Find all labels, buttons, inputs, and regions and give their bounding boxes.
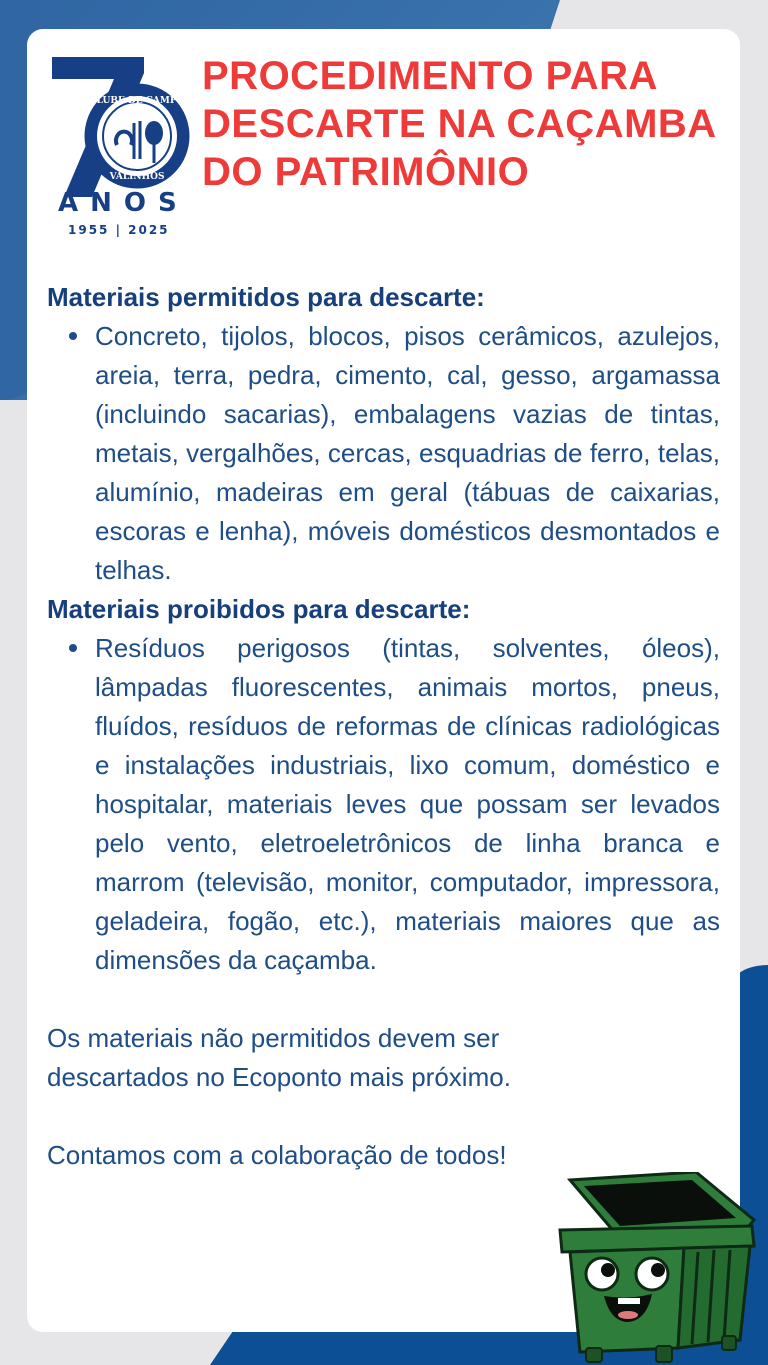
svg-text:CLUBE DE CAMPO: CLUBE DE CAMPO	[89, 96, 185, 106]
allowed-materials-list	[47, 317, 720, 590]
logo-anos-label: ANOS	[58, 188, 189, 218]
allowed-materials-text: Concreto, tijolos, blocos, pisos cerâmicos, azulejos, areia, terra, pedra, cimento, cal, gesso, argamassa (incluindo sacarias), embalagens vazias de tintas, metais, vergalhões, cercas, esquadrias de ferro, telas, alumínio, madeiras em geral (tábuas de caixarias, escoras e lenha), móveis domésticos desmontados e telhas.	[95, 321, 720, 585]
bullet-icon	[69, 332, 77, 340]
list-item	[95, 629, 720, 980]
list-item	[95, 317, 720, 590]
prohibited-materials-list	[47, 629, 720, 980]
page-title	[202, 52, 747, 196]
svg-text:VALINHOS: VALINHOS	[109, 172, 165, 182]
prohibited-materials-heading: Materiais proibidos para descarte:	[47, 594, 471, 624]
title-line-3: DO PATRIMÔNIO	[202, 150, 530, 194]
bullet-icon	[69, 644, 77, 652]
ecoponto-note: Os materiais não permitidos devem ser descartados no Ecoponto mais próximo.	[47, 1023, 511, 1092]
title-line-1: PROCEDIMENTO PARA	[202, 54, 658, 98]
logo-years-label: 1955 | 2025	[68, 223, 170, 237]
club-seal-icon	[84, 83, 190, 189]
title-line-2: DESCARTE NA CAÇAMBA	[202, 102, 717, 146]
closing-note: Contamos com a colaboração de todos!	[47, 1140, 507, 1170]
club-70-years-logo	[50, 55, 190, 240]
smiling-dumpster-icon	[556, 1172, 761, 1365]
main-content	[47, 278, 720, 1175]
prohibited-materials-text: Resíduos perigosos (tintas, solventes, óleos), lâmpadas fluorescentes, animais mortos, pneus, fluídos, resíduos de reformas de clínicas radiológicas e instalações industriais, lixo comum, doméstico e hospitalar, materiais leves que possam ser levados pelo vento, eletroeletrônicos de linha branca e marrom (televisão, monitor, computador, impressora, geladeira, fogão, etc.), materiais maiores que as dimensões da caçamba.	[95, 633, 720, 975]
allowed-materials-heading: Materiais permitidos para descarte:	[47, 282, 485, 312]
